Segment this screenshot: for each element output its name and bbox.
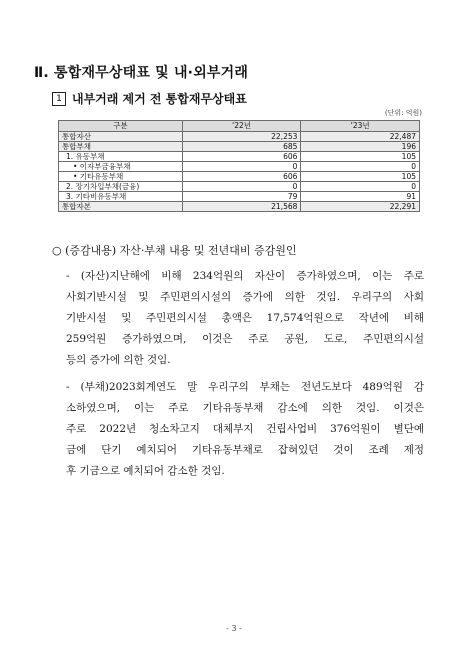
value-22: 606: [182, 152, 301, 162]
value-22: 22,253: [182, 132, 301, 142]
header-year-23: '23년: [301, 121, 420, 132]
header-category: 구분: [59, 121, 183, 132]
paragraph-line: 후 기금으로 예치되어 감소한 것임.: [66, 465, 225, 477]
value-23: 22,487: [301, 132, 420, 142]
paragraph-line: 등의 증가에 의한 것임.: [66, 354, 171, 366]
subsection-heading: [52, 90, 247, 107]
value-23: 105: [301, 172, 420, 182]
value-22: 79: [182, 192, 301, 202]
row-label: 통합부채: [59, 142, 183, 152]
paragraph-line: 주로 2022년 청소차고지 대체부지 건립사업비 376억원이 별단예: [66, 423, 424, 435]
paragraph-assets: [66, 266, 424, 371]
value-22: 0: [182, 162, 301, 172]
row-label: 통합자본: [59, 202, 183, 212]
value-22: 21,568: [182, 202, 301, 212]
table-row: [59, 202, 420, 212]
paragraph-line: - (자산)지난해에 비해 234억원의 자산이 증가하였으며, 이는 주로: [66, 270, 424, 282]
row-label: • 이자부금융부채: [59, 162, 183, 172]
paragraph-line: 259억원 증가하였으며, 이것은 주로 공원, 도로, 주민편의시설: [66, 333, 424, 345]
paragraph-line: 소하였으며, 이는 주로 기타유동부채 감소에 의한 것임. 이것은: [66, 402, 424, 414]
section-title: Ⅱ. 통합재무상태표 및 내·외부거래: [34, 65, 249, 81]
value-23: 0: [301, 162, 420, 172]
paragraph-line: 사회기반시설 및 주민편의시설의 증가에 의한 것임. 우리구의 사회: [66, 291, 424, 303]
row-label: 3. 기타비유동부채: [59, 192, 183, 202]
value-22: 0: [182, 182, 301, 192]
table-row: [59, 162, 420, 172]
financial-statement-table: [58, 120, 420, 212]
table-header-row: [59, 121, 420, 132]
value-22: 606: [182, 172, 301, 182]
bullet-heading: ○ (증감내용) 자산·부채 내용 및 전년대비 증감원인: [52, 244, 297, 257]
paragraph-liabilities: [66, 377, 424, 482]
row-label: 통합자산: [59, 132, 183, 142]
table-row: [59, 132, 420, 142]
table-row: [59, 182, 420, 192]
paragraph-line: 금에 단기 예치되어 기타유동부채로 잡혀있던 것이 조례 제정: [66, 444, 424, 456]
page-number: - 3 -: [226, 624, 242, 633]
value-23: 91: [301, 192, 420, 202]
table-row: [59, 192, 420, 202]
row-label: • 기타유동부채: [59, 172, 183, 182]
subsection-title: 내부거래 제거 전 통합재무상태표: [72, 92, 247, 106]
row-label: 2. 장기차입부채(금융): [59, 182, 183, 192]
value-23: 105: [301, 152, 420, 162]
value-22: 685: [182, 142, 301, 152]
value-23: 196: [301, 142, 420, 152]
table-row: [59, 152, 420, 162]
header-year-22: '22년: [182, 121, 301, 132]
value-23: 22,291: [301, 202, 420, 212]
table-row: [59, 172, 420, 182]
paragraph-line: - (부채)2023회계연도 말 우리구의 부채는 전년도보다 489억원 감: [66, 381, 424, 393]
paragraph-line: 기반시설 및 주민편의시설 총액은 17,574억원으로 작년에 비해: [66, 312, 424, 324]
subsection-number-box: 1: [52, 92, 66, 106]
value-23: 0: [301, 182, 420, 192]
table-row: [59, 142, 420, 152]
row-label: 1. 유동부채: [59, 152, 183, 162]
unit-note: (단위: 억원): [384, 109, 422, 117]
